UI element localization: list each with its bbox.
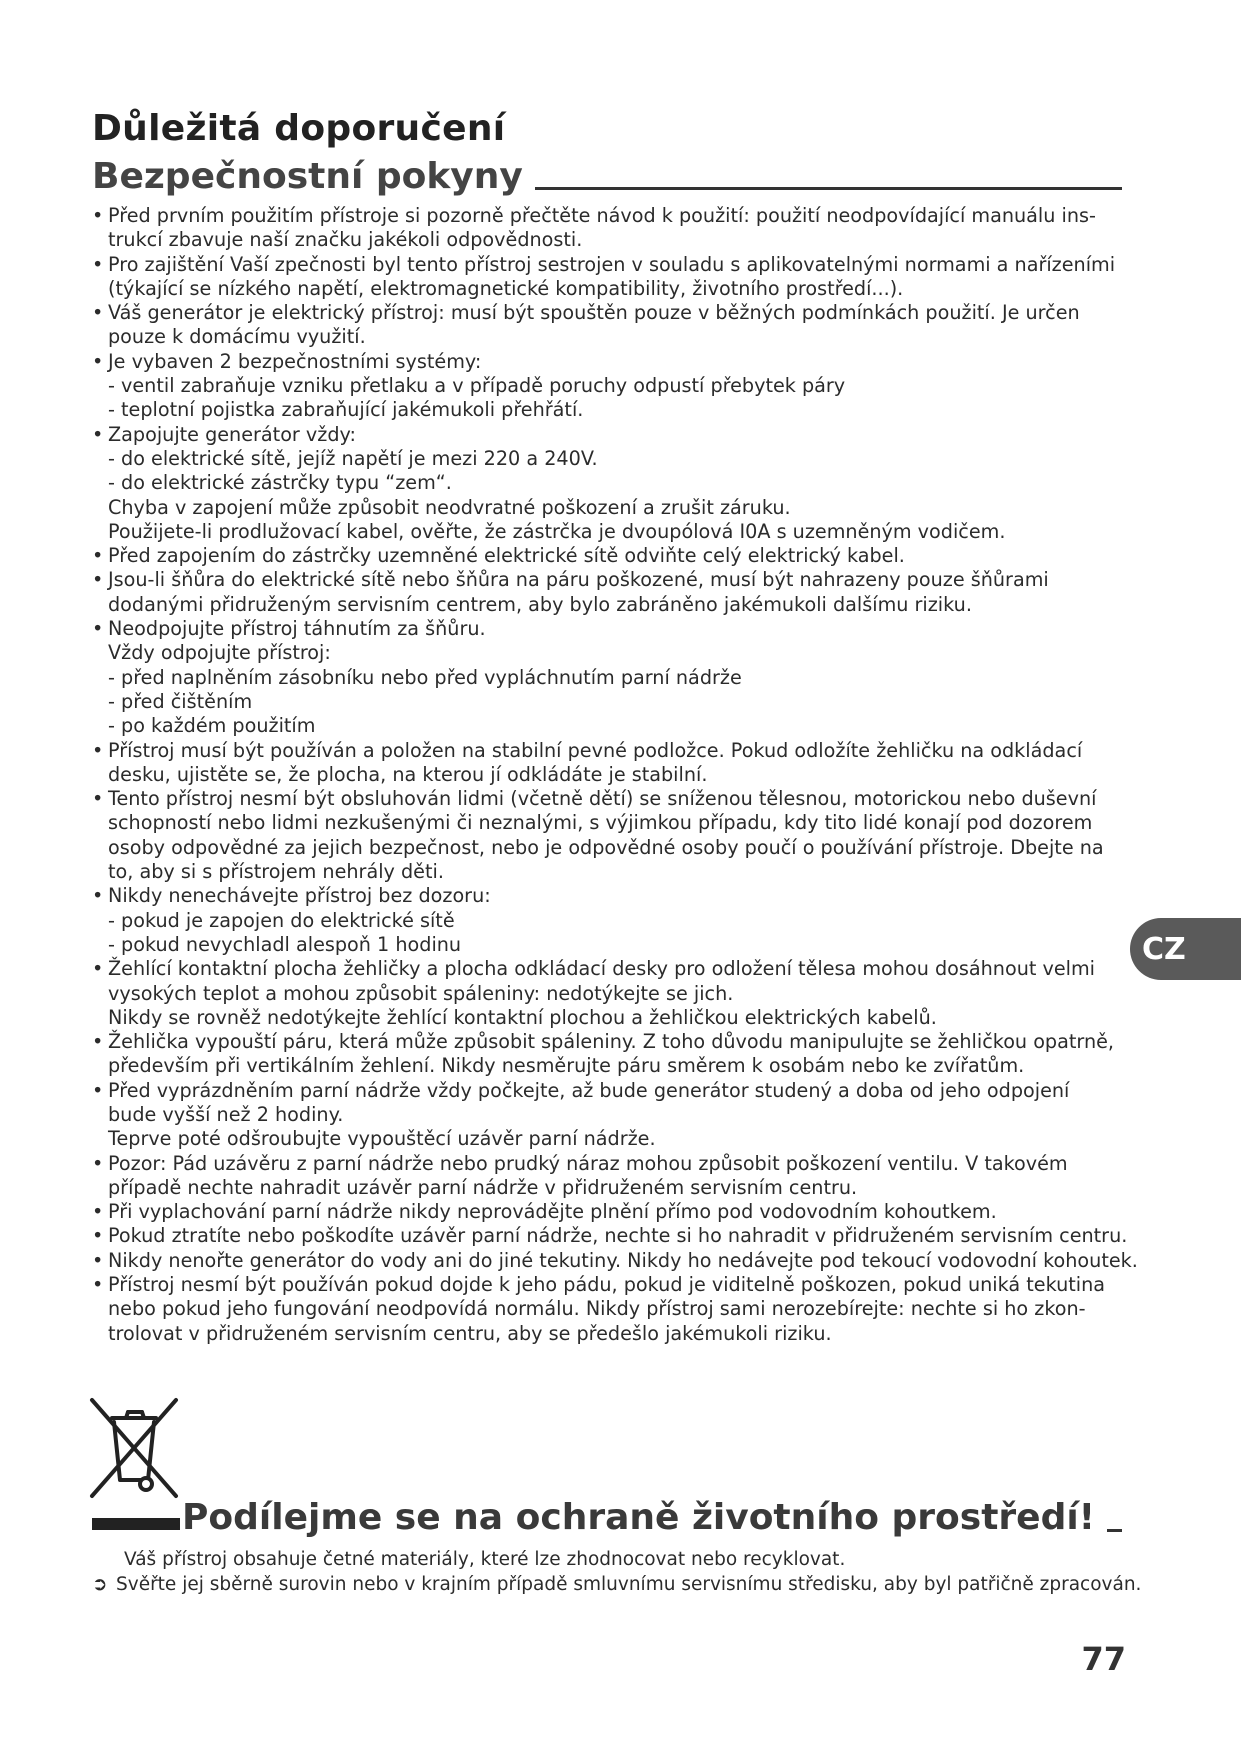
safety-item-line: • Tento přístroj nesmí být obsluhován lidmi (včetně dětí) se sníženou tělesnou, motorickou nebo duševní [108,787,1097,811]
safety-item-line: případě nechte nahradit uzávěr parní nádrže v přidruženém servisním centru. [108,1175,858,1199]
safety-item-line: • Pozor: Pád uzávěru z parní nádrže nebo prudký náraz mohou způsobit poškození ventilu. V takovém [108,1151,1068,1175]
safety-item [92,739,1152,788]
environment-line: Váš přístroj obsahuje četné materiály, které lze zhodnocovat nebo recyklovat. [124,1549,846,1570]
safety-item [92,253,1152,302]
safety-item-line: - teplotní pojistka zabraňující jakémukoli přehřátí. [108,398,584,422]
safety-item [92,350,1152,423]
language-tab: CZ [1130,918,1241,980]
safety-item-line: bude vyšší než 2 hodiny. [108,1102,344,1126]
safety-item-line: • Žehlící kontaktní plocha žehličky a plocha odkládací desky pro odložení tělesa mohou dosáhnout velmi [108,957,1095,981]
safety-item-line: Vždy odpojujte přístroj: [108,641,331,665]
page-title: Důležitá doporučení [92,108,506,149]
safety-item-line: - ventil zabraňuje vzniku přetlaku a v případě poruchy odpustí přebytek páry [108,374,846,398]
safety-item-line: Teprve poté odšroubujte vypouštěcí uzávěr parní nádrže. [108,1127,656,1151]
safety-item-line: především při vertikálním žehlení. Nikdy nesměrujte páru směrem k osobám nebo ke zvířatům. [108,1054,1025,1078]
environment-line [92,1572,1152,1597]
environment-heading [92,1496,1122,1540]
safety-item-line: trolovat v přidruženém servisním centru, aby se předešlo jakémukoli riziku. [108,1321,832,1345]
safety-item-line: schopností nebo lidmi nezkušenými či neznalými, s výjimkou případu, kdy tito lidé konají pod dozorem [108,811,1093,835]
safety-item [92,884,1152,957]
heading-bar [92,1518,180,1530]
safety-item [92,544,1152,568]
section-heading [92,156,1122,198]
safety-item [92,423,1152,544]
environment-title: Podílejme se na ochraně životního prostředí! [182,1497,1096,1538]
safety-item-line: • Před prvním použitím přístroje si pozorně přečtěte návod k použití: použití neodpovídající manuálu ins- [108,204,1096,227]
safety-item-line: • Váš generátor je elektrický přístroj: musí být spouštěn pouze v běžných podmínkách použití. Je určen [108,301,1080,325]
safety-item-line: - do elektrické zástrčky typu “zem“. [108,471,452,495]
safety-item-line: Použijete-li prodlužovací kabel, ověřte, že zástrčka je dvoupólová I0A s uzemněným vodičem. [108,519,1006,543]
safety-item-line: • Pokud ztratíte nebo poškodíte uzávěr parní nádrže, nechte si ho nahradit v přidruženém servisním centru. [108,1224,1128,1248]
safety-item-line: • Pro zajištění Vaší zpečnosti byl tento přístroj sestrojen v souladu s aplikovatelnými normami a nařízeními [108,252,1116,276]
safety-item [92,1079,1152,1152]
safety-item-line: nebo pokud jeho fungování neodpovídá normálu. Nikdy přístroj sami nerozebírejte: nechte si ho zkon- [108,1297,1086,1321]
safety-item [92,1152,1152,1201]
safety-item-line: desku, ujistěte se, že plocha, na kterou jí odkládáte je stabilní. [108,762,708,786]
safety-item-line: - pokud nevychladl alespoň 1 hodinu [108,932,462,956]
safety-item-line: • Neodpojujte přístroj táhnutím za šňůru. [108,617,486,641]
safety-item-line: - do elektrické sítě, jejíž napětí je mezi 220 a 240V. [108,446,598,470]
arrow-icon: ➲ [92,1574,108,1595]
safety-item [92,1273,1152,1346]
section-title: Bezpečnostní pokyny [92,156,523,197]
environment-text [92,1547,1152,1597]
safety-item [92,1224,1152,1248]
safety-item-line: • Před zapojením do zástrčky uzemněné elektrické sítě odviňte celý elektrický kabel. [108,544,905,568]
heading-rule [1107,1529,1122,1532]
heading-rule [535,187,1122,190]
safety-item-line: • Je vybaven 2 bezpečnostními systémy: [108,349,482,373]
safety-item-line: - před naplněním zásobníku nebo před vypláchnutím parní nádrže [108,665,742,689]
safety-item-line: • Zapojujte generátor vždy: [108,422,356,446]
safety-item-line: • Před vyprázdněním parní nádrže vždy počkejte, až bude generátor studený a doba od jeho odpojení [108,1078,1070,1102]
safety-item-line: - před čištěním [108,689,253,713]
safety-item-line: to, aby si s přístrojem nehrály děti. [108,860,444,884]
page-number: 77 [1081,1640,1126,1678]
safety-item-line: • Nikdy nenechávejte přístroj bez dozoru: [108,884,491,908]
safety-item [92,617,1152,738]
safety-item [92,1200,1152,1224]
safety-item [92,1030,1152,1079]
safety-item-line: (týkající se nízkého napětí, elektromagnetické kompatibility, životního prostředí...). [108,276,904,300]
safety-item-line: • Přístroj nesmí být používán pokud dojde k jeho pádu, pokud je viditelně poškozen, pokud uniká tekutina [108,1273,1106,1297]
safety-item-line: Nikdy se rovněž nedotýkejte žehlící kontaktní plochou a žehličkou elektrických kabelů. [108,1005,937,1029]
safety-item-line: Chyba v zapojení může způsobit neodvratné poškození a zrušit záruku. [108,495,791,519]
safety-instructions [92,204,1152,1346]
safety-item-line: • Žehlička vypouští páru, která může způsobit spáleniny. Z toho důvodu manipulujte se žehličkou opatrně, [108,1030,1115,1054]
safety-list [92,204,1152,1346]
safety-item [92,204,1152,253]
environment-line-text: Svěřte jej sběrně surovin nebo v krajním případě smluvnímu servisnímu středisku, aby byl patřičně zpracován. [116,1574,1142,1595]
safety-item [92,787,1152,884]
safety-item [92,568,1152,617]
safety-item [92,301,1152,350]
safety-item [92,1249,1152,1273]
safety-item-line: - po každém použitím [108,714,316,738]
safety-item [92,957,1152,1030]
safety-item-line: - pokud je zapojen do elektrické sítě [108,908,455,932]
safety-item-line: • Nikdy nenořte generátor do vody ani do jiné tekutiny. Nikdy ho nedávejte pod tekoucí vodovodní kohoutek. [108,1248,1138,1272]
safety-item-line: trukcí zbavuje naší značku jakékoli odpovědnosti. [108,228,583,252]
safety-item-line: pouze k domácímu využití. [108,325,366,349]
crossed-out-wheelie-bin-icon [86,1396,182,1500]
safety-item-line: • Při vyplachování parní nádrže nikdy neprovádějte plnění přímo pod vodovodním kohoutkem. [108,1200,997,1224]
safety-item-line: • Jsou-li šňůra do elektrické sítě nebo šňůra na páru poškozené, musí být nahrazeny pouze šňůrami [108,568,1049,592]
safety-item-line: • Přístroj musí být používán a položen na stabilní pevné podložce. Pokud odložíte žehličku na odkládací [108,738,1083,762]
safety-item-line: dodanými přidruženým servisním centrem, aby bylo zabráněno jakémukoli dalšímu riziku. [108,592,972,616]
safety-item-line: osoby odpovědné za jejich bezpečnost, nebo je odpovědné osoby poučí o používání přístroje. Dbejte na [108,835,1104,859]
safety-item-line: vysokých teplot a mohou způsobit spáleniny: nedotýkejte se jich. [108,981,734,1005]
